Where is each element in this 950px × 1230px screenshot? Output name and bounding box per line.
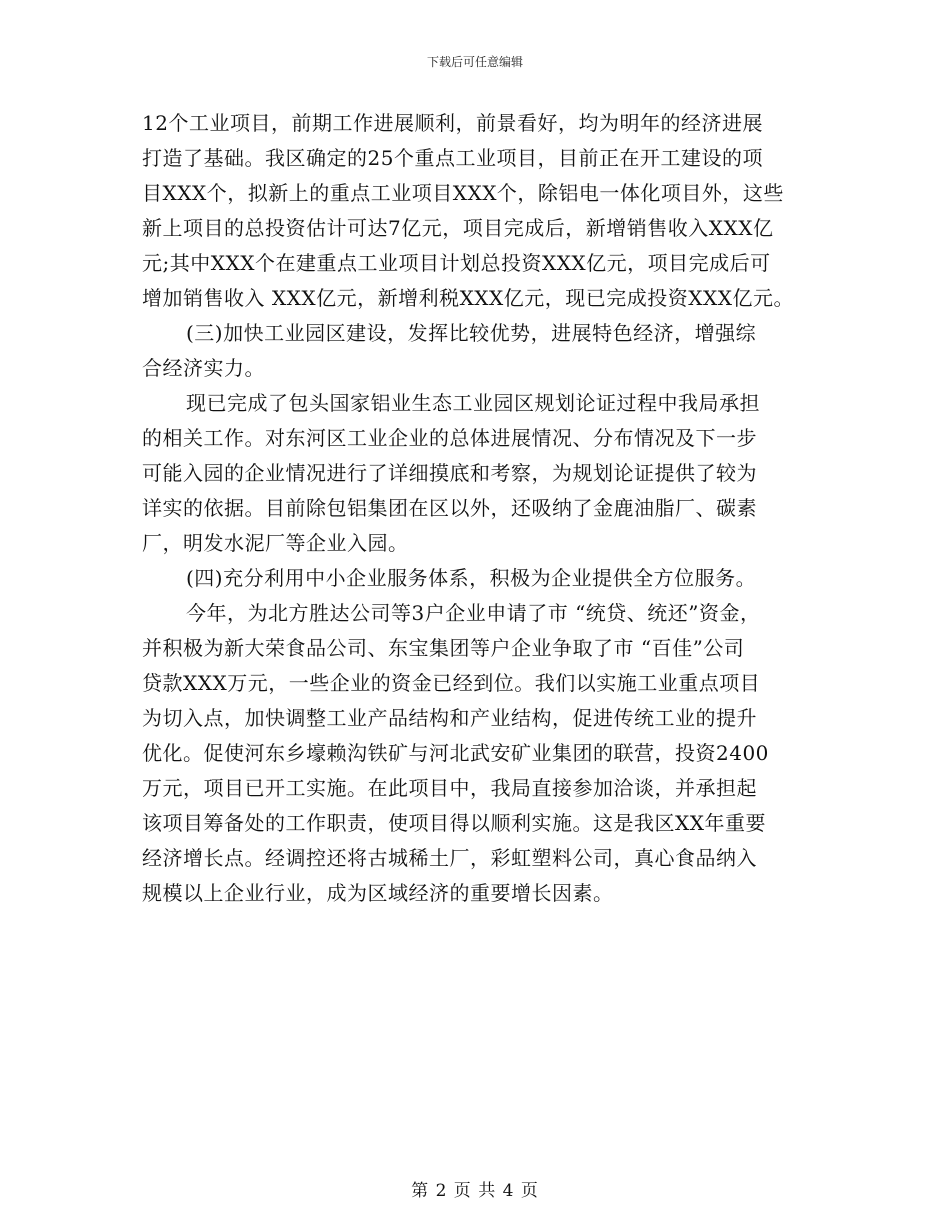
text-line: 元;其中XXX个在建重点工业项目计划总投资XXX亿元，项目完成后可 — [142, 251, 771, 275]
text-line: 并积极为新大荣食品公司、东宝集团等户企业争取了市 “百佳”公司 — [142, 636, 745, 660]
text-line: 为切入点，加快调整工业产品结构和产业结构，促进传统工业的提升 — [142, 706, 757, 730]
text-line: 该项目筹备处的工作职责，使项目得以顺利实施。这是我区XX年重要 — [142, 811, 766, 835]
text-line: 合经济实力。 — [142, 356, 265, 380]
section-heading-4: (四)充分利用中小企业服务体系，积极为企业提供全方位服务。 — [186, 566, 757, 590]
text-line: 优化。促使河东乡壕赖沟铁矿与河北武安矿业集团的联营，投资2400 — [142, 741, 769, 765]
text-line: 规模以上企业行业，成为区域经济的重要增长因素。 — [142, 881, 614, 905]
text-line: 经济增长点。经调控还将古城稀土厂，彩虹塑料公司，真心食品纳入 — [142, 846, 757, 870]
text-line: 厂，明发水泥厂等企业入园。 — [142, 531, 409, 555]
document-body — [142, 106, 810, 911]
page-number: 第 2 页 共 4 页 — [411, 1181, 539, 1201]
text-line: 12个工业项目，前期工作进展顺利，前景看好，均为明年的经济进展 — [142, 111, 763, 135]
text-line: 可能入园的企业情况进行了详细摸底和考察，为规划论证提供了较为 — [142, 461, 757, 485]
text-line: 目XXX个，拟新上的重点工业项目XXX个，除铝电一体化项目外，这些 — [142, 181, 784, 205]
text-line: 增加销售收入 XXX亿元，新增利税XXX亿元，现已完成投资XXX亿元。 — [142, 286, 795, 310]
text-line: 万元，项目已开工实施。在此项目中，我局直接参加洽谈，并承担起 — [142, 776, 757, 800]
paragraph-start: 现已完成了包头国家铝业生态工业园区规划论证过程中我局承担 — [186, 391, 760, 415]
text-line: 新上项目的总投资估计可达7亿元，项目完成后，新增销售收入XXX亿 — [142, 216, 774, 240]
paragraph-start: 今年，为北方胜达公司等3户企业申请了市 “统贷、统还”资金， — [186, 601, 761, 625]
text-line: 的相关工作。对东河区工业企业的总体进展情况、分布情况及下一步 — [142, 426, 757, 450]
text-line: 贷款XXX万元，一些企业的资金已经到位。我们以实施工业重点项目 — [142, 671, 761, 695]
text-line: 详实的依据。目前除包铝集团在区以外，还吸纳了金鹿油脂厂、碳素 — [142, 496, 757, 520]
page-header-note: 下载后可任意编辑 — [426, 55, 523, 69]
text-line: 打造了基础。我区确定的25个重点工业项目，目前正在开工建设的项 — [142, 146, 763, 170]
section-heading-3: (三)加快工业园区建设，发挥比较优势，进展特色经济，增强综 — [186, 321, 757, 345]
